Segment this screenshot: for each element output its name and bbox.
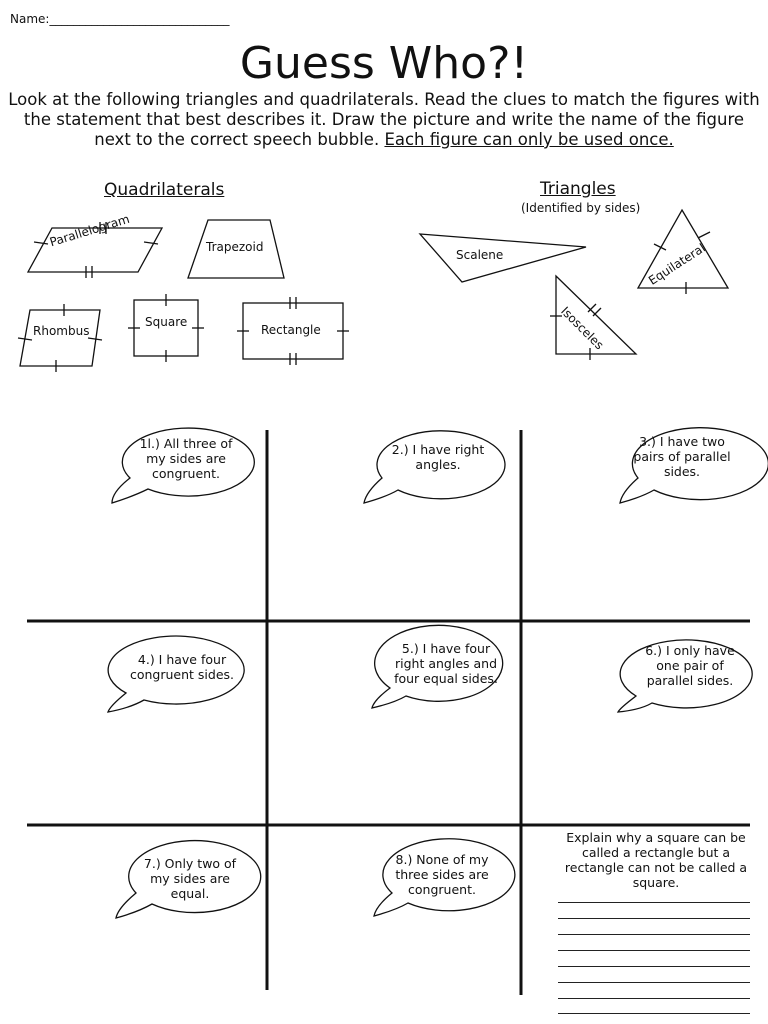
answer-line[interactable] [558, 950, 750, 951]
page-title: Guess Who?! [239, 38, 529, 89]
quadrilaterals-heading: Quadrilaterals [104, 180, 225, 200]
explain-prompt: Explain why a square can be called a rectangle but a rectangle can not be called a square. [564, 830, 748, 890]
scalene-label: Scalene [456, 248, 504, 262]
clue-1: 1l.) All three of my sides are congruent. [139, 436, 233, 481]
parallelogram-label: Parallelogram [48, 211, 132, 250]
clue-5: 5.) I have four right angles and four equal sides. [394, 641, 498, 686]
equilateral-label: Equilateral [646, 240, 708, 288]
answer-line[interactable] [558, 918, 750, 919]
clue-4: 4.) I have four congruent sides. [129, 652, 235, 682]
answer-line[interactable] [558, 1013, 750, 1014]
rhombus-label: Rhombus [33, 324, 90, 338]
clue-3: 3.) I have two pairs of parallel sides. [633, 434, 731, 479]
answer-line[interactable] [558, 998, 750, 999]
answer-line[interactable] [558, 966, 750, 967]
isosceles-label: Isosceles [558, 304, 607, 353]
name-field: Name:______________________________ [10, 12, 230, 26]
clue-8: 8.) None of my three sides are congruent. [395, 852, 489, 897]
instructions-emphasis: Each figure can only be used once. [384, 130, 674, 149]
square-label: Square [145, 315, 188, 329]
trapezoid-label: Trapezoid [206, 240, 264, 254]
clue-2: 2.) I have right angles. [391, 442, 485, 472]
instructions-main: Look at the following triangles and quadrilaterals. Read the clues to match the figures with the statement that best describes it. Draw the picture and write the name of the figure next to the correct speech bubble. [8, 90, 760, 149]
answer-line[interactable] [558, 934, 750, 935]
triangles-subheading: (Identified by sides) [521, 201, 641, 215]
triangles-heading: Triangles [540, 179, 616, 199]
rectangle-label: Rectangle [261, 323, 321, 337]
clue-6: 6.) I only have one pair of parallel sides. [645, 643, 735, 688]
clue-7: 7.) Only two of my sides are equal. [143, 856, 237, 901]
answer-line[interactable] [558, 982, 750, 983]
answer-line[interactable] [558, 902, 750, 903]
